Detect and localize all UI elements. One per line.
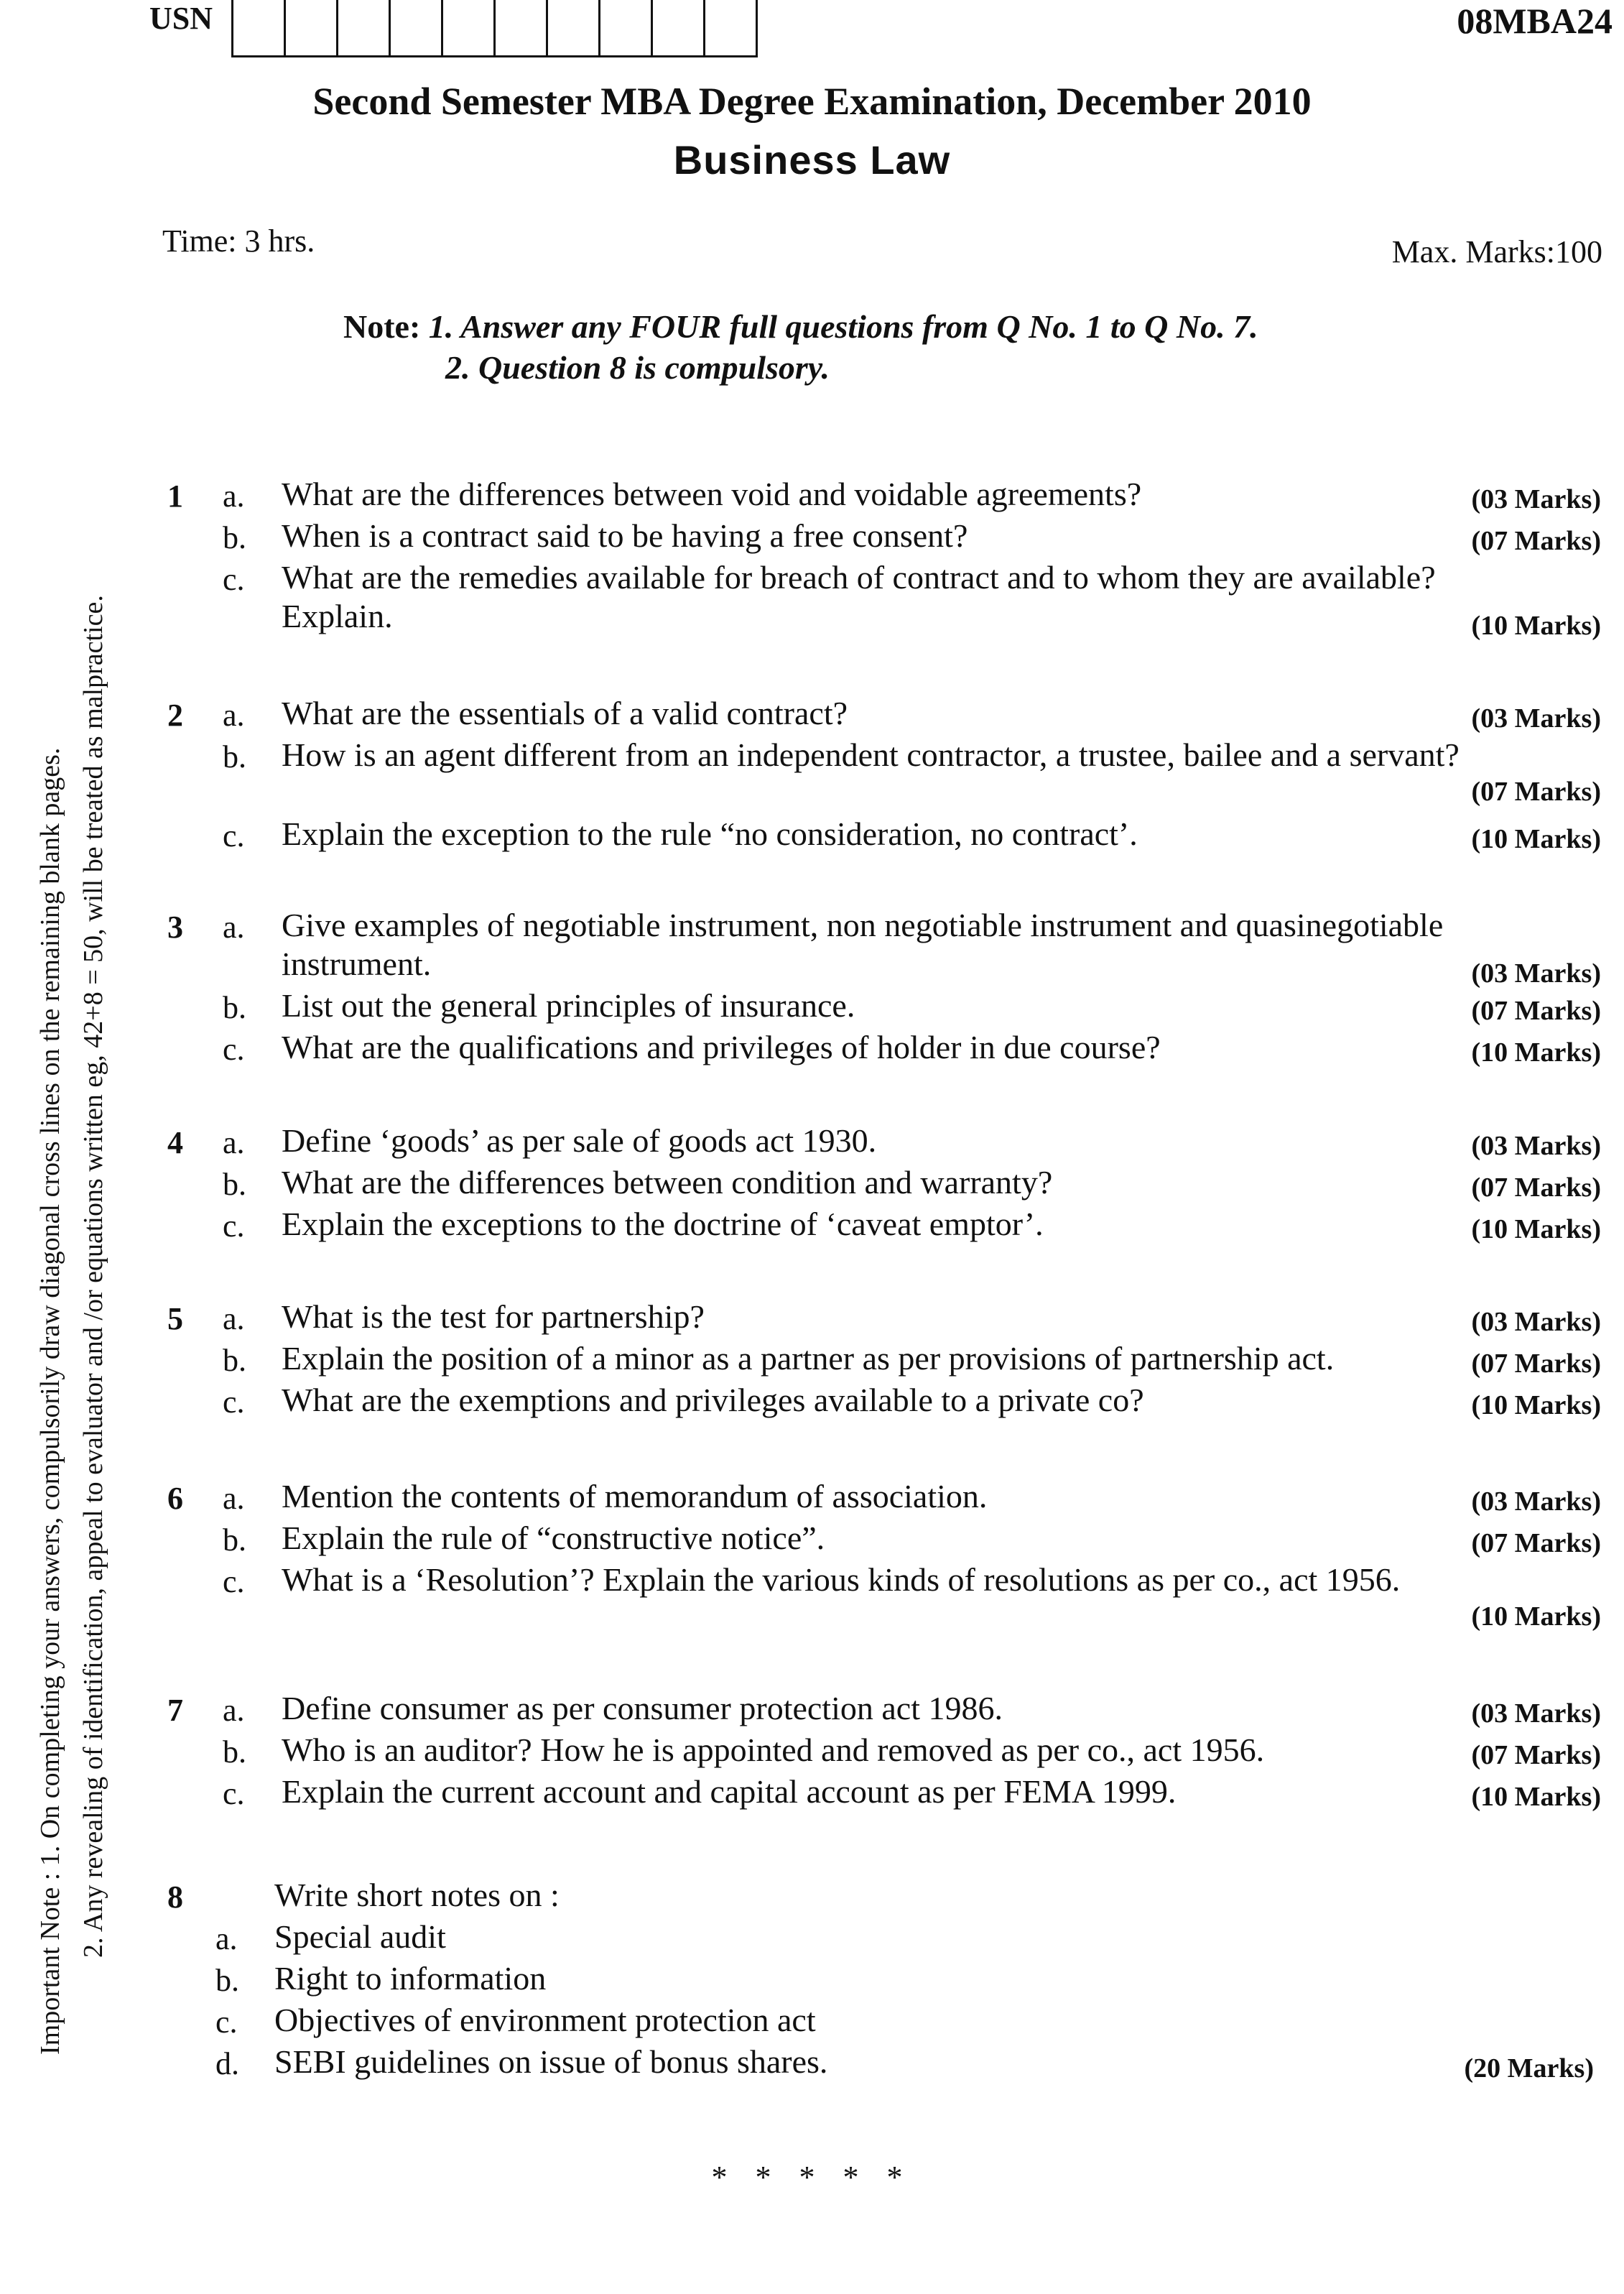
question-text: What are the remedies available for breach of contract and to whom they are available?	[282, 559, 1436, 596]
sub-question-label: c.	[215, 2004, 238, 2040]
usn-box	[389, 0, 443, 57]
usn-box	[336, 0, 391, 57]
note-instruction-2: 2. Question 8 is compulsory.	[445, 349, 830, 386]
question-marks: (07 Marks)	[1471, 1740, 1601, 1770]
question-marks: (10 Marks)	[1471, 824, 1601, 854]
question-marks: (20 Marks)	[1464, 2053, 1594, 2083]
note-label: Note:	[343, 308, 421, 345]
question-text: What are the differences between condition and warranty?	[282, 1164, 1053, 1201]
question-number: 7	[167, 1693, 183, 1728]
note-line-1	[343, 307, 1258, 346]
sub-question-label: b.	[223, 1522, 246, 1558]
question-text: What are the differences between void and voidable agreements?	[282, 476, 1142, 512]
question-text: Right to information	[274, 1960, 547, 1997]
question-text: When is a contract said to be having a free consent?	[282, 517, 968, 554]
question-text: Who is an auditor? How he is appointed and removed as per co., act 1956.	[282, 1731, 1265, 1768]
usn-label: USN	[149, 1, 213, 36]
question-marks: (07 Marks)	[1471, 1349, 1601, 1379]
sub-question-label: c.	[223, 1776, 245, 1811]
exam-title: Second Semester MBA Degree Examination, December 2010	[312, 80, 1312, 123]
question-marks: (10 Marks)	[1471, 1037, 1601, 1068]
question-text: What is a ‘Resolution’? Explain the various kinds of resolutions as per co., act 1956.	[282, 1561, 1401, 1598]
sub-question-label: a.	[223, 910, 245, 945]
question-text: Give examples of negotiable instrument, non negotiable instrument and quasinegotiable	[282, 907, 1444, 943]
sub-question-label: a.	[223, 478, 245, 514]
usn-box	[231, 0, 286, 57]
question-number: 5	[167, 1301, 183, 1336]
question-text: Define consumer as per consumer protection act 1986.	[282, 1690, 1003, 1726]
question-marks: (03 Marks)	[1471, 1486, 1601, 1517]
question-marks: (03 Marks)	[1471, 484, 1601, 514]
question-text-continued: instrument.	[282, 945, 432, 982]
subject-title: Business Law	[673, 137, 951, 182]
sub-question-label: c.	[223, 818, 245, 854]
question-marks: (03 Marks)	[1471, 1131, 1601, 1161]
sub-question-label: b.	[215, 1963, 239, 1998]
question-text: What is the test for partnership?	[282, 1298, 705, 1335]
question-number: 6	[167, 1481, 183, 1516]
usn-box	[546, 0, 600, 57]
question-number: 1	[167, 478, 183, 514]
question-text-continued: Explain.	[282, 598, 393, 634]
sub-question-label: a.	[223, 1481, 245, 1516]
sub-question-label: c.	[223, 1208, 245, 1244]
side-note-line-2: 2. Any revealing of identification, appeal to evaluator and /or equations written eg, 42+8 = 50, will be treated as malpractice.	[78, 595, 108, 1958]
question-text: Mention the contents of memorandum of association.	[282, 1478, 988, 1514]
question-text: Explain the position of a minor as a partner as per provisions of partnership act.	[282, 1340, 1335, 1377]
sub-question-label: b.	[223, 520, 246, 555]
question-marks: (03 Marks)	[1471, 703, 1601, 734]
side-note-line-1: Important Note : 1. On completing your answers, compulsorily draw diagonal cross lines on the remaining blank pages.	[35, 747, 65, 2055]
question-text: Explain the exceptions to the doctrine of ‘caveat emptor’.	[282, 1206, 1044, 1242]
sub-question-label: b.	[223, 990, 246, 1025]
question-marks: (07 Marks)	[1471, 996, 1601, 1026]
question-number: 8	[167, 1879, 183, 1915]
sub-question-label: b.	[223, 739, 246, 774]
paper-code: 08MBA24	[1457, 1, 1613, 41]
sub-question-label: b.	[223, 1734, 246, 1770]
sub-question-label: c.	[223, 1032, 245, 1067]
usn-box	[651, 0, 705, 57]
question-text: Special audit	[274, 1918, 446, 1955]
sub-question-label: a.	[215, 1921, 238, 1956]
exam-duration: Time: 3 hrs.	[162, 223, 315, 259]
sub-question-label: a.	[223, 698, 245, 733]
question-text: Define ‘goods’ as per sale of goods act 1930.	[282, 1122, 877, 1159]
question-marks: (03 Marks)	[1471, 1307, 1601, 1337]
sub-question-label: b.	[223, 1167, 246, 1202]
usn-box	[284, 0, 338, 57]
question-text: What are the essentials of a valid contract?	[282, 695, 848, 731]
question-text: What are the exemptions and privileges available to a private co?	[282, 1382, 1144, 1418]
question-marks: (03 Marks)	[1471, 958, 1601, 989]
question-text: Objectives of environment protection act	[274, 2002, 816, 2038]
question-text: Write short notes on :	[274, 1877, 560, 1913]
sub-question-label: a.	[223, 1125, 245, 1160]
question-text: Explain the current account and capital account as per FEMA 1999.	[282, 1773, 1177, 1810]
question-marks: (07 Marks)	[1471, 1528, 1601, 1558]
sub-question-label: a.	[223, 1693, 245, 1728]
question-text: Explain the rule of “constructive notice”.	[282, 1520, 825, 1556]
sub-question-label: d.	[215, 2046, 239, 2081]
question-text: Explain the exception to the rule “no consideration, no contract’.	[282, 815, 1138, 852]
question-number: 2	[167, 698, 183, 733]
usn-box	[703, 0, 758, 57]
sub-question-label: b.	[223, 1343, 246, 1378]
question-marks: (10 Marks)	[1471, 1390, 1601, 1420]
usn-boxes	[233, 0, 758, 60]
question-marks: (07 Marks)	[1471, 777, 1601, 807]
max-marks: Max. Marks:100	[1391, 234, 1602, 269]
question-marks: (07 Marks)	[1471, 1173, 1601, 1203]
end-marker: * * * * *	[711, 2160, 913, 2195]
sub-question-label: c.	[223, 1384, 245, 1420]
sub-question-label: c.	[223, 562, 245, 597]
question-text: List out the general principles of insurance.	[282, 987, 855, 1024]
question-marks: (10 Marks)	[1471, 1782, 1601, 1812]
question-marks: (10 Marks)	[1471, 1214, 1601, 1244]
usn-box	[441, 0, 496, 57]
question-number: 3	[167, 910, 183, 945]
question-marks: (03 Marks)	[1471, 1698, 1601, 1729]
usn-box	[598, 0, 653, 57]
note-instruction-1: 1. Answer any FOUR full questions from Q No. 1 to Q No. 7.	[428, 308, 1258, 345]
question-marks: (07 Marks)	[1471, 526, 1601, 556]
question-text: SEBI guidelines on issue of bonus shares.	[274, 2043, 828, 2080]
question-marks: (10 Marks)	[1471, 611, 1601, 641]
question-text: What are the qualifications and privileges of holder in due course?	[282, 1029, 1161, 1065]
question-marks: (10 Marks)	[1471, 1601, 1601, 1632]
question-number: 4	[167, 1125, 183, 1160]
usn-box	[493, 0, 548, 57]
question-text: How is an agent different from an independent contractor, a trustee, bailee and a servant?	[282, 736, 1460, 773]
sub-question-label: a.	[223, 1301, 245, 1336]
sub-question-label: c.	[223, 1564, 245, 1599]
